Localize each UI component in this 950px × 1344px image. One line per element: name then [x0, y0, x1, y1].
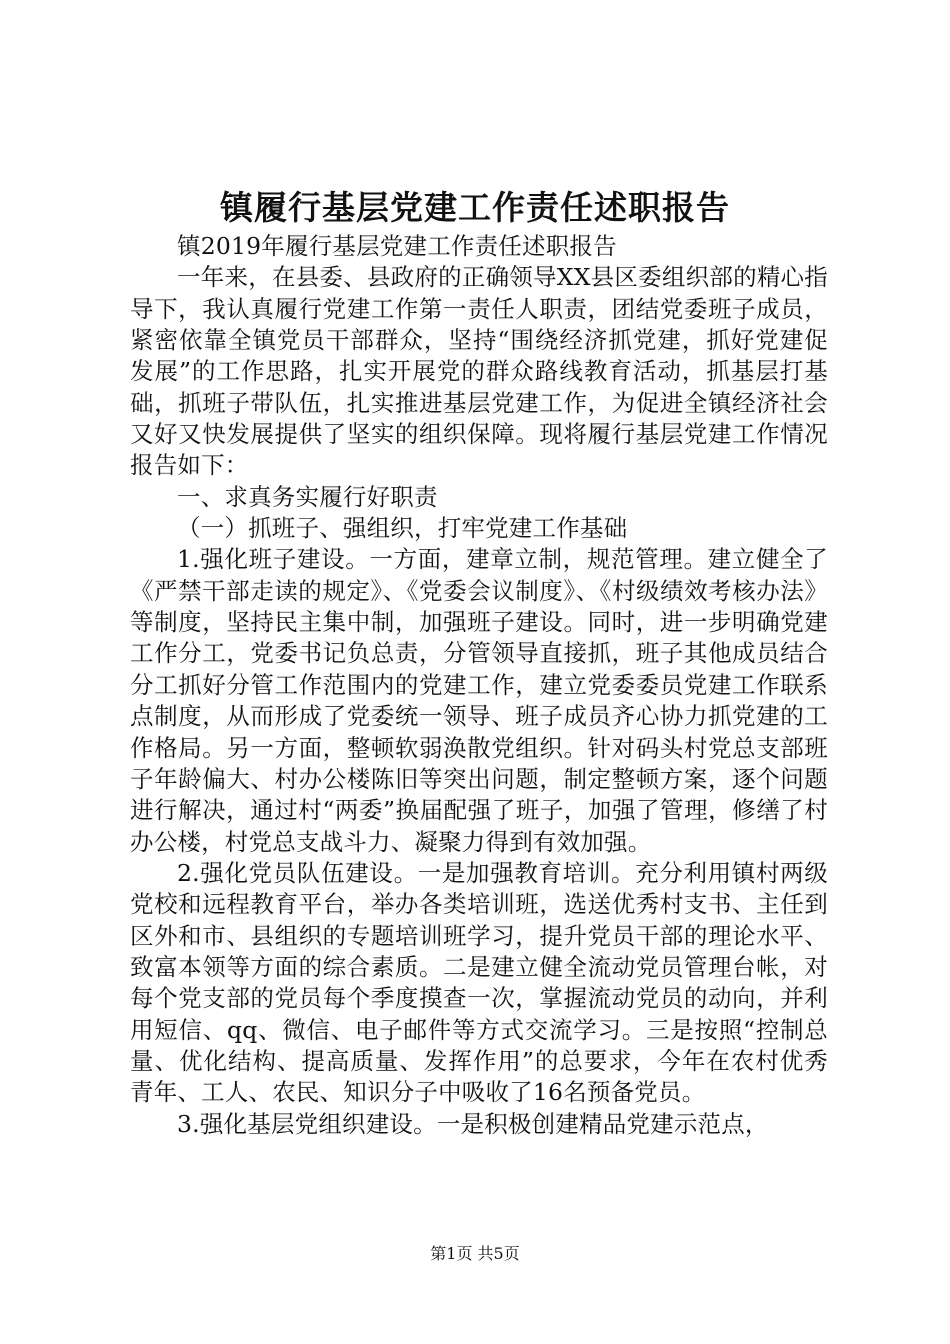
- paragraph-intro: 一年来，在县委、县政府的正确领导XX县区委组织部的精心指导下，我认真履行党建工作第一责任人职责，团结党委班子成员，紧密依靠全镇党员干部群众，坚持“围绕经济抓党建，抓好党建促发展”的工作思路，扎实开展党的群众路线教育活动，抓基层打基础，抓班子带队伍，扎实推进基层党建工作，为促进全镇经济社会又好又快发展提供了坚实的组织保障。现将履行基层党建工作情况报告如下：: [130, 263, 828, 480]
- paragraph-subtitle: 镇2019年履行基层党建工作责任述职报告: [177, 232, 617, 260]
- section-heading-1: 一、求真务实履行好职责: [177, 482, 438, 511]
- page-footer: 第1页 共5页: [430, 1244, 520, 1263]
- document-body: [130, 231, 828, 1140]
- subsection-heading-1: （一）抓班子、强组织，打牢党建工作基础: [177, 514, 628, 543]
- paragraph-item-3: 3.强化基层党组织建设。一是积极创建精品党建示范点，: [177, 1109, 769, 1138]
- paragraph-item-1: 1.强化班子建设。一方面，建章立制，规范管理。建立健全了《严禁干部走读的规定》、《党委会议制度》、《村级绩效考核办法》等制度，坚持民主集中制，加强班子建设。同时，进一步明确党建工作分工，党委书记负总责，分管领导直接抓，班子其他成员结合分工抓好分管工作范围内的党建工作，建立党委委员党建工作联系点制度，从而形成了党委统一领导、班子成员齐心协力抓党建的工作格局。另一方面，整顿软弱涣散党组织。针对码头村党总支部班子年龄偏大、村办公楼陈旧等突出问题，制定整顿方案，逐个问题进行解决，通过村“两委”换届配强了班子，加强了管理，修缮了村办公楼，村党总支战斗力、凝聚力得到有效加强。: [130, 545, 828, 856]
- paragraph-item-2: 2.强化党员队伍建设。一是加强教育培训。充分利用镇村两级党校和远程教育平台，举办各类培训班，选送优秀村支书、主任到区外和市、县组织的专题培训班学习，提升党员干部的理论水平、致富本领等方面的综合素质。二是建立健全流动党员管理台帐，对每个党支部的党员每个季度摸查一次，掌握流动党员的动向，并利用短信、qq、微信、电子邮件等方式交流学习。三是按照“控制总量、优化结构、提高质量、发挥作用”的总要求，今年在农村优秀青年、工人、农民、知识分子中吸收了16名预备党员。: [130, 858, 828, 1107]
- document-title: 镇履行基层党建工作责任述职报告: [220, 188, 730, 227]
